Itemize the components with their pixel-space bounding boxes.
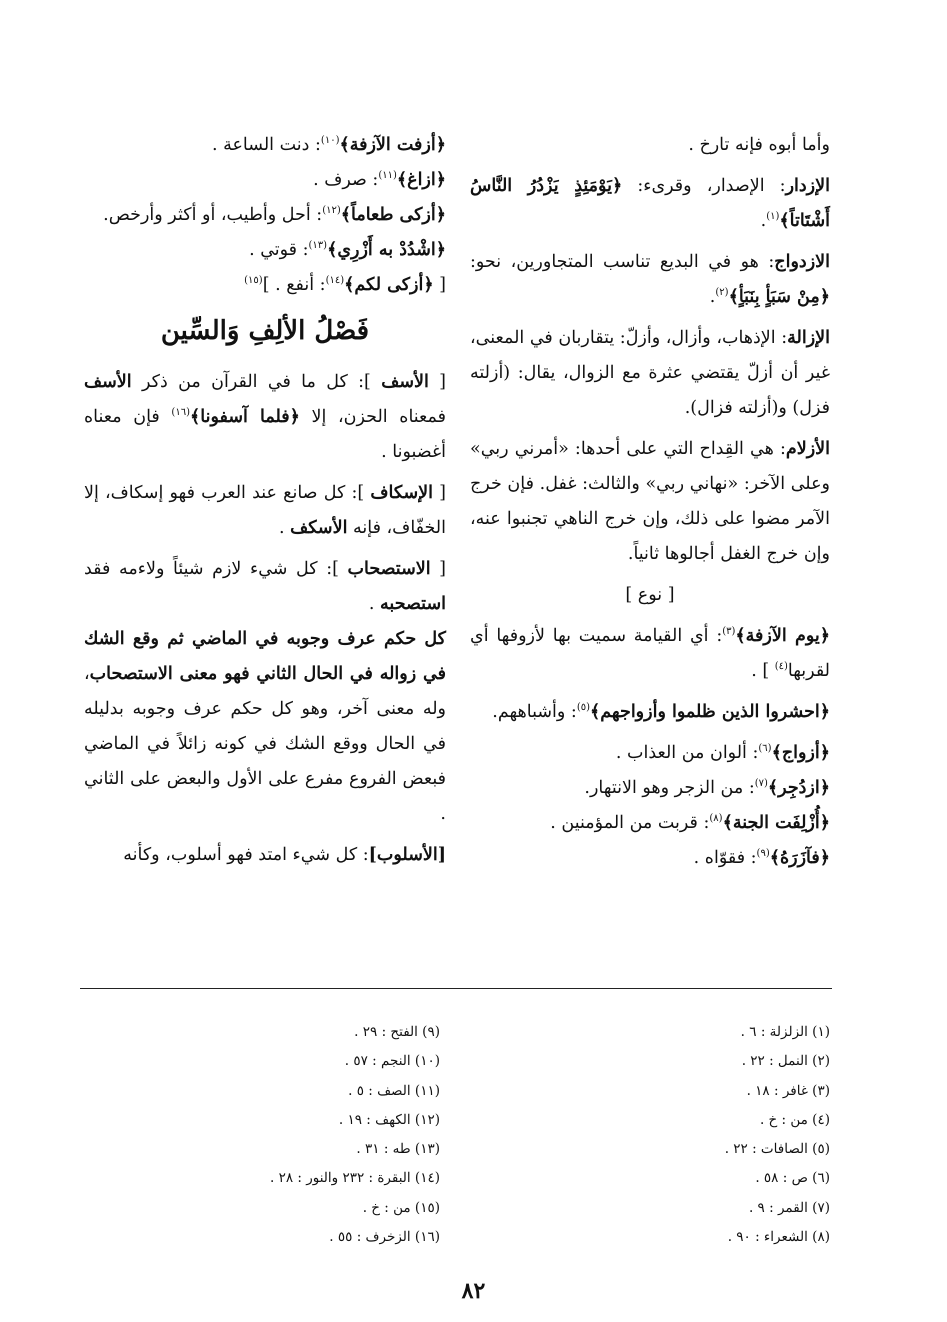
bracket: [ xyxy=(433,483,446,503)
footnote-ref: (١٤) xyxy=(325,275,345,287)
entry-asaf xyxy=(84,365,446,470)
quran-verse: ﴿اشْدُدْ به أَزْرِي﴾ xyxy=(327,240,446,260)
footnote: (٧) القمر : ٩ . xyxy=(748,1199,830,1216)
footnote-ref: (١٦) xyxy=(171,407,190,419)
entry-izdiwaj: الازدواج: هو في البديع تناسب المتجاورين، نحو: ﴿مِنْ سَبَأٍ بِنَبَأٍ﴾$^{(٢)}$. xyxy=(470,252,830,307)
entry-text: : دنت الساعة . xyxy=(211,135,321,155)
footnote: (٨) الشعراء : ٩٠ . xyxy=(727,1229,830,1246)
entry-term: الإسكاف xyxy=(370,483,433,503)
footnote: (١) الزلزلة : ٦ . xyxy=(740,1024,830,1040)
footnote-ref: (٢) xyxy=(715,287,729,299)
entry-uslub xyxy=(84,838,446,873)
entry-text: : قوتي . xyxy=(249,240,309,260)
footnote: (١٣) طه : ٣١ . xyxy=(356,1141,440,1158)
entry-text: : هي القِداح التي على أحدها: «أمرني ربي» وعلى الآخر: «نهاني ربي» والثالث: غفل. فإن خرج الآمر مضوا على ذلك، وإن خرج الناهي تجنبوا عنه، وإن خرج الغفل أجالوها ثانياً. xyxy=(470,439,830,564)
quran-verse: ﴿ازاغ﴾ xyxy=(396,170,446,190)
footnote-ref: (١٠) xyxy=(320,135,340,147)
entry-text: : ألوان من العذاب . xyxy=(615,743,759,763)
footnote-ref: (٣) xyxy=(722,626,736,638)
footnote-ref: (٤) xyxy=(774,661,788,673)
entry-text: : الإصدار، وقرىء: xyxy=(622,176,786,196)
entry-azwaj xyxy=(470,736,830,771)
entry-term: الأزلام xyxy=(785,439,830,459)
paragraph xyxy=(470,128,830,163)
bracket: [ xyxy=(433,275,446,295)
footnote-ref: (١٥) xyxy=(244,275,263,287)
footnote: (٢) النمل : ٢٢ . xyxy=(741,1053,830,1070)
entry-uzlifat xyxy=(470,806,830,841)
footnotes-left xyxy=(130,1018,440,1252)
footnote: (٣) غافر : ١٨ . xyxy=(746,1082,830,1099)
quran-verse: ﴿يوم الآزفة﴾ xyxy=(735,626,831,646)
entry-text: فمعناه الحزن، إلا xyxy=(299,407,446,427)
entry-term: الإزالة xyxy=(787,328,830,348)
entry-ushdud xyxy=(84,233,446,268)
footnote-ref: (٧) xyxy=(754,778,768,790)
footnote: (٥) الصافات : ٢٢ . xyxy=(724,1141,830,1158)
quran-verse: ﴿أزكى طعاماً﴾ xyxy=(340,205,446,225)
footnote-ref: (٩) xyxy=(756,848,770,860)
quran-verse: ﴿فآزَرَهُ﴾ xyxy=(769,848,830,868)
footnote-ref: (١٢) xyxy=(322,205,341,217)
quran-verse: ﴿احشروا الذين ظلموا وأزواجهم﴾ xyxy=(590,702,830,722)
footnote-divider xyxy=(80,988,832,989)
entry-izala xyxy=(470,321,830,426)
entry-text: ، وله معنى آخر، وهو كل حكم عرف وجوبه بدليله في الحال ووقع الشك في كونه زائلاً في الماضي فبعض الفروع مفرع على الأول والبعض على الثاني . xyxy=(84,664,446,824)
left-column xyxy=(84,128,446,873)
entry-text: : وأشباههم. xyxy=(492,702,577,722)
entry-text: : هو في البديع تناسب المتجاورين، نحو: xyxy=(470,252,775,272)
entry-text: ]: كل ما في القرآن من ذكر xyxy=(131,372,382,392)
entry-term: الازدواج xyxy=(774,252,830,272)
entry-term: الأسكف xyxy=(290,518,348,538)
footnote-ref: (٥) xyxy=(576,702,591,714)
entry-text: كل حكم عرف وجوبه في الماضي ثم وقع الشك في زواله في الحال الثاني فهو معنى xyxy=(84,629,446,684)
entry-text: : كل شيء امتد فهو أسلوب، وكأنه xyxy=(123,845,369,865)
footnote: (٩) الفتح : ٢٩ . xyxy=(354,1024,440,1040)
entry-term: استصحبه xyxy=(380,594,446,614)
footnote: (١٥) من : خ . xyxy=(362,1199,440,1216)
chapter-heading: فَصْلُ الألِفِ وَالسِّين xyxy=(160,316,370,346)
entry-text: : الإذهاب، وأزال، وأزلّ: يتقاربان في المعنى، غير أن أزلّ يقتضي عثرة مع الزوال، يقال: (أزلته فزل) و(أزلته فزال). xyxy=(470,328,830,418)
footnote-ref: (١٣) xyxy=(308,240,328,252)
footnote: (١٠) النجم : ٥٧ . xyxy=(344,1053,440,1070)
entry-izdar: الإزدار: الإصدار، وقرىء: ﴿يَوْمَئِذٍ يَزْدُرُ النَّاسُ أَشْتَاتاً﴾$^{(١)}$. xyxy=(470,176,830,231)
entry-text: . xyxy=(368,594,381,614)
footnote-ref: (١) xyxy=(766,211,780,223)
footnote-ref: (٨) xyxy=(709,813,723,825)
right-column xyxy=(470,128,830,876)
entry-faazarahu xyxy=(470,841,830,876)
footnote-ref: (١١) xyxy=(378,170,397,182)
footnote: (١٤) البقرة : ٢٣٢ والنور : ٢٨ . xyxy=(269,1170,440,1187)
bracket: [ xyxy=(428,372,447,392)
entry-text: : صرف . xyxy=(313,170,379,190)
entry-term: الاستصحاب xyxy=(89,664,173,684)
entry-text: فإن معناه أغضبونا . xyxy=(84,407,446,462)
entry-text: ] . xyxy=(751,661,775,681)
quran-verse: ﴿أُزْلِفَت الجنة﴾ xyxy=(722,813,830,833)
entry-term: الأسف xyxy=(84,372,132,392)
entry-text: ]: كل صانع عند العرب فهو إسكاف، إلا الخفّاف، فإنه xyxy=(84,483,446,538)
footnote-ref: (٦) xyxy=(758,743,772,755)
footnotes-right xyxy=(520,1018,830,1252)
quran-verse: ﴿أزفت الآزفة﴾ xyxy=(339,135,446,155)
entry-term: الاستصحاب xyxy=(347,559,431,579)
entry-yawm-azifa xyxy=(470,619,830,689)
footnote: (٦) ص : ٥٨ . xyxy=(755,1170,830,1187)
entry-text: : من الزجر وهو الانتهار. xyxy=(584,778,755,798)
entry-azifat xyxy=(84,128,446,163)
entry-istishab xyxy=(84,552,446,622)
quran-verse: ﴿أزكى لكم﴾ xyxy=(344,275,434,295)
entry-term: [الأسلوب] xyxy=(368,845,446,865)
quran-verse: ﴿مِنْ سَبَأٍ بِنَبَأٍ﴾ xyxy=(728,287,830,307)
quran-verse: ﴿يَوْمَئِذٍ يَزْدُرُ النَّاسُ أَشْتَاتاً﴾ xyxy=(470,176,830,231)
bracket: [ xyxy=(430,559,447,579)
quran-verse: ﴿فلما آسفونا﴾ xyxy=(189,407,300,427)
footnote: (١٢) الكهف : ١٩ . xyxy=(338,1111,440,1128)
entry-text: ]: كل شيء لازم شيئاً ولاءمه فقد xyxy=(84,559,348,579)
entry-azka-lakum xyxy=(84,268,446,303)
entry-text: . xyxy=(279,518,291,538)
entry-uhshuru xyxy=(470,695,830,730)
entry-text: : أنفع . ] xyxy=(262,275,326,295)
entry-text: : قربت من المؤمنين . xyxy=(550,813,710,833)
quran-verse: ﴿أزواج﴾ xyxy=(771,743,830,763)
entry-text: : فقوّاه . xyxy=(693,848,757,868)
entry-azagha xyxy=(84,163,446,198)
entry-iskaf xyxy=(84,476,446,546)
page-number: ٨٢ xyxy=(461,1278,486,1304)
entry-azka-taaman xyxy=(84,198,446,233)
footnote: (٤) من : خ . xyxy=(759,1111,830,1128)
entry-term: الإزدار xyxy=(785,176,830,196)
quran-verse: ﴿ازدُجِر﴾ xyxy=(767,778,830,798)
entry-term: الأسف xyxy=(381,372,429,392)
entry-text: : أي القيامة سميت بها لأزوفها أي لقربها xyxy=(470,626,830,681)
entry-azlam xyxy=(470,432,830,572)
istishab-definition xyxy=(84,622,446,832)
section-label: [ نوع ] xyxy=(625,585,675,605)
entry-uzdujir xyxy=(470,771,830,806)
footnote: (١٦) الزخرف : ٥٥ . xyxy=(329,1229,440,1246)
entry-text: : أحل وأطيب، أو أكثر وأرخص. xyxy=(103,205,323,225)
paragraph-text: وأما أبوه فإنه تارخ . xyxy=(688,135,830,155)
footnote: (١١) الصف : ٥ . xyxy=(348,1082,440,1099)
